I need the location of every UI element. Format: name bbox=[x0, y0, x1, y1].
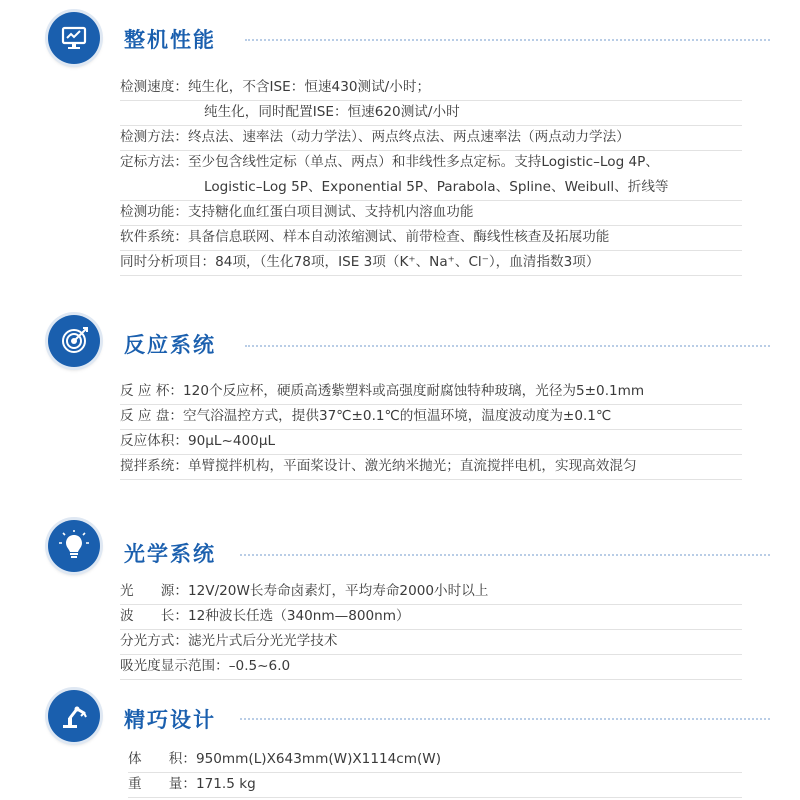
spec-line bbox=[120, 150, 742, 175]
dotted-divider bbox=[245, 39, 770, 41]
section-title: 整机性能 bbox=[124, 28, 216, 52]
lightbulb-icon bbox=[48, 520, 100, 572]
spec-line bbox=[120, 379, 742, 405]
spec-label: 波 长： bbox=[120, 608, 188, 624]
section-header-reaction bbox=[0, 305, 800, 375]
spec-line bbox=[120, 604, 742, 630]
spec-value: 支持糖化血红蛋白项目测试、支持机内溶血功能 bbox=[187, 204, 474, 220]
section-title: 光学系统 bbox=[124, 542, 216, 566]
dotted-divider bbox=[240, 718, 770, 720]
spec-value: 90μL~400μL bbox=[187, 433, 276, 449]
spec-line bbox=[128, 772, 742, 798]
spec-line bbox=[120, 75, 742, 101]
spec-line bbox=[120, 175, 742, 201]
section-header-performance bbox=[0, 4, 800, 74]
robot-arm-icon bbox=[48, 690, 100, 742]
section-header-optical bbox=[0, 510, 800, 580]
spec-label: 检测速度： bbox=[120, 79, 188, 95]
spec-label: 重 量： bbox=[128, 776, 196, 792]
spec-label: 光 源： bbox=[120, 583, 188, 599]
monitor-icon bbox=[48, 12, 100, 64]
spec-label: 反 应 盘： bbox=[120, 408, 184, 424]
section-title: 反应系统 bbox=[124, 333, 216, 357]
spec-label: 定标方法： bbox=[120, 154, 188, 170]
spec-line bbox=[120, 250, 742, 276]
spec-line bbox=[120, 454, 742, 480]
spec-value: 单臂搅拌机构，平面桨设计、激光纳米抛光；直流搅拌电机，实现高效混匀 bbox=[187, 458, 637, 474]
spec-value: 120个反应杯，硬质高透紫塑料或高强度耐腐蚀特种玻璃，光径为5±0.1mm bbox=[183, 383, 645, 399]
spec-value: 纯生化，不含ISE：恒速430测试/小时； bbox=[187, 79, 431, 95]
spec-line bbox=[128, 747, 742, 773]
spec-line bbox=[120, 125, 742, 151]
spec-line bbox=[120, 629, 742, 655]
spec-line bbox=[120, 654, 742, 680]
spec-label: 同时分析项目： bbox=[120, 254, 216, 270]
spec-value: 至少包含线性定标（单点、两点）和非线性多点定标。支持Logistic–Log 4P、 bbox=[187, 154, 659, 170]
spec-label: 检测功能： bbox=[120, 204, 188, 220]
spec-line bbox=[120, 579, 742, 605]
spec-line bbox=[120, 200, 742, 226]
spec-line bbox=[120, 429, 742, 455]
section-header-design bbox=[0, 682, 800, 752]
dotted-divider bbox=[245, 345, 770, 347]
spec-value: 12种波长任选（340nm—800nm） bbox=[187, 608, 410, 624]
dotted-divider bbox=[240, 554, 770, 556]
spec-label: 吸光度显示范围： bbox=[120, 658, 229, 674]
spec-line bbox=[120, 225, 742, 251]
section-title: 精巧设计 bbox=[124, 708, 216, 732]
spec-value: 纯生化，同时配置ISE：恒速620测试/小时 bbox=[204, 104, 460, 120]
spec-label: 检测方法： bbox=[120, 129, 188, 145]
spec-label: 反应体积： bbox=[120, 433, 188, 449]
target-icon bbox=[48, 315, 100, 367]
spec-value: 12V/20W长寿命卤素灯，平均寿命2000小时以上 bbox=[187, 583, 489, 599]
spec-value: 终点法、速率法（动力学法）、两点终点法、两点速率法（两点动力学法） bbox=[187, 129, 630, 145]
spec-line bbox=[120, 100, 742, 126]
spec-value: 滤光片式后分光光学技术 bbox=[187, 633, 338, 649]
spec-value: 具备信息联网、样本自动浓缩测试、前带检查、酶线性核查及拓展功能 bbox=[187, 229, 610, 245]
spec-label: 分光方式： bbox=[120, 633, 188, 649]
spec-label: 反 应 杯： bbox=[120, 383, 184, 399]
spec-label: 搅拌系统： bbox=[120, 458, 188, 474]
spec-value: 84项，（生化78项，ISE 3项（K⁺、Na⁺、Cl⁻），血清指数3项） bbox=[215, 254, 600, 270]
spec-value: –0.5~6.0 bbox=[228, 658, 291, 674]
spec-value: 950mm(L)X643mm(W)X1114cm(W) bbox=[195, 751, 442, 767]
spec-label: 软件系统： bbox=[120, 229, 188, 245]
spec-line bbox=[120, 404, 742, 430]
spec-value: 171.5 kg bbox=[195, 776, 256, 792]
spec-label: 体 积： bbox=[128, 751, 196, 767]
spec-value: Logistic–Log 5P、Exponential 5P、Parabola、Spline、Weibull、折线等 bbox=[204, 179, 669, 195]
spec-value: 空气浴温控方式，提供37℃±0.1℃的恒温环境，温度波动度为±0.1℃ bbox=[183, 408, 612, 424]
